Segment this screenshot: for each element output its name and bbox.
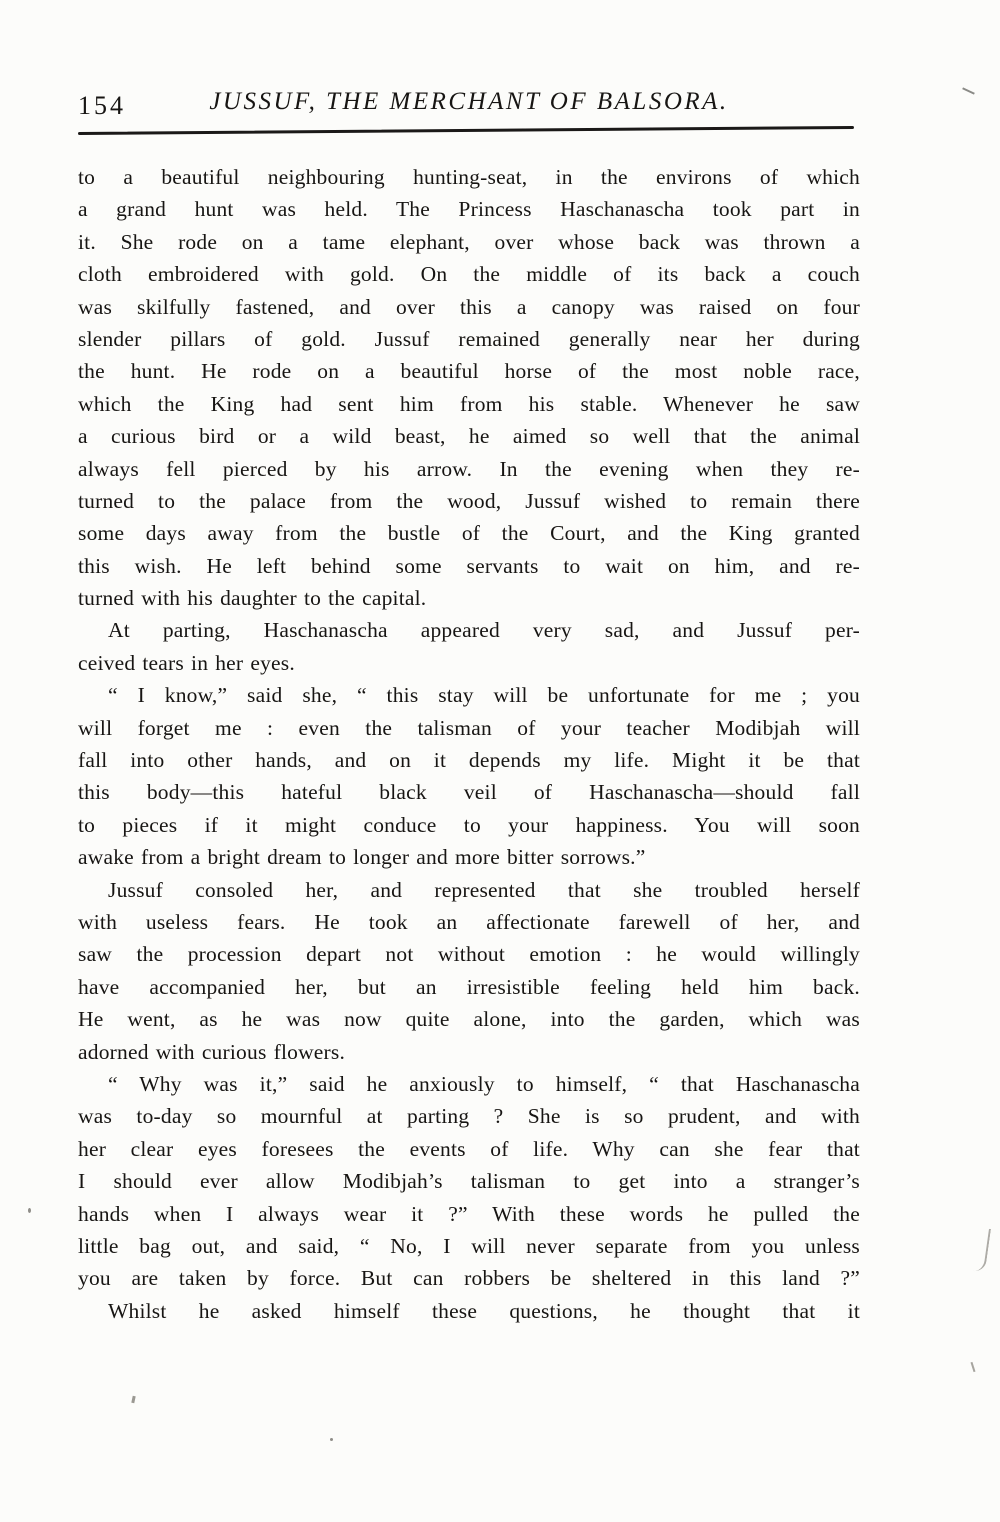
text-line: her clear eyes foresees the events of life. Why can she fear that bbox=[78, 1136, 860, 1161]
text-line: to a beautiful neighbouring hunting-seat, in the environs of which bbox=[78, 165, 860, 189]
text-line: At parting, Haschanascha appeared very sad, and Jussuf per- bbox=[108, 618, 860, 643]
text-line: ceived tears in her eyes. bbox=[78, 650, 295, 675]
page-header bbox=[78, 88, 860, 124]
text-line: was to-day so mournful at parting ? She is so prudent, and with bbox=[78, 1104, 860, 1129]
text-line: hands when I always wear it ?” With these words he pulled the bbox=[78, 1201, 860, 1226]
text-line: the hunt. He rode on a beautiful horse of the most noble race, bbox=[78, 359, 860, 384]
text-line: I should ever allow Modibjah’s talisman to get into a stranger’s bbox=[78, 1169, 860, 1194]
text-line: slender pillars of gold. Jussuf remained generally near her during bbox=[78, 326, 860, 351]
text-line: cloth embroidered with gold. On the middle of its back a couch bbox=[78, 262, 860, 287]
text-line: He went, as he was now quite alone, into the garden, which was bbox=[78, 1007, 860, 1032]
text-line: adorned with curious flowers. bbox=[78, 1039, 346, 1064]
text-line: have accompanied her, but an irresistible feeling held him back. bbox=[78, 974, 860, 999]
text-line: this wish. He left behind some servants to wait on him, and re- bbox=[78, 553, 860, 578]
text-line: which the King had sent him from his stable. Whenever he saw bbox=[78, 391, 860, 416]
text-line: always fell pierced by his arrow. In the evening when they re- bbox=[78, 456, 860, 481]
header-rule bbox=[78, 126, 854, 135]
page-number: 154 bbox=[78, 91, 126, 120]
running-title: JUSSUF, THE MERCHANT OF BALSORA. bbox=[209, 88, 729, 115]
text-line: was skilfully fastened, and over this a canopy was raised on four bbox=[78, 294, 860, 319]
text-line: with useless fears. He took an affectionate farewell of her, and bbox=[78, 909, 860, 934]
scan-artifact bbox=[973, 1227, 991, 1272]
text-line: to pieces if it might conduce to your happiness. You will soon bbox=[78, 812, 860, 837]
text-line: awake from a bright dream to longer and more bitter sorrows.” bbox=[78, 845, 646, 870]
text-line: fall into other hands, and on it depends my life. Might it be that bbox=[78, 748, 860, 773]
scan-artifact bbox=[28, 1208, 31, 1213]
text-line: “ Why was it,” said he anxiously to himself, “ that Haschanascha bbox=[108, 1071, 860, 1096]
text-line: will forget me : even the talisman of your teacher Modibjah will bbox=[78, 715, 860, 740]
text-line: turned with his daughter to the capital. bbox=[78, 586, 427, 611]
text-line: little bag out, and said, “ No, I will never separate from you unless bbox=[78, 1233, 860, 1258]
text-line: Whilst he asked himself these questions, he thought that it bbox=[108, 1298, 860, 1323]
text-line: you are taken by force. But can robbers be sheltered in this land ?” bbox=[78, 1266, 860, 1291]
scan-artifact bbox=[330, 1438, 333, 1441]
text-line: this body—this hateful black veil of Haschanascha—should fall bbox=[78, 780, 860, 805]
scan-artifact bbox=[131, 1396, 135, 1403]
text-line: a curious bird or a wild beast, he aimed so well that the animal bbox=[78, 424, 860, 449]
text-line: Jussuf consoled her, and represented that she troubled herself bbox=[108, 877, 860, 902]
text-line: it. She rode on a tame elephant, over whose back was thrown a bbox=[78, 229, 860, 254]
text-line: a grand hunt was held. The Princess Haschanascha took part in bbox=[78, 197, 860, 222]
text-line: “ I know,” said she, “ this stay will be unfortunate for me ; you bbox=[108, 683, 860, 708]
text-line: turned to the palace from the wood, Jussuf wished to remain there bbox=[78, 488, 860, 513]
text-line: some days away from the bustle of the Court, and the King granted bbox=[78, 521, 860, 546]
text-line: saw the procession depart not without emotion : he would willingly bbox=[78, 942, 860, 967]
page-text bbox=[78, 161, 860, 1327]
scan-artifact bbox=[971, 1362, 976, 1372]
scan-artifact bbox=[962, 87, 975, 94]
